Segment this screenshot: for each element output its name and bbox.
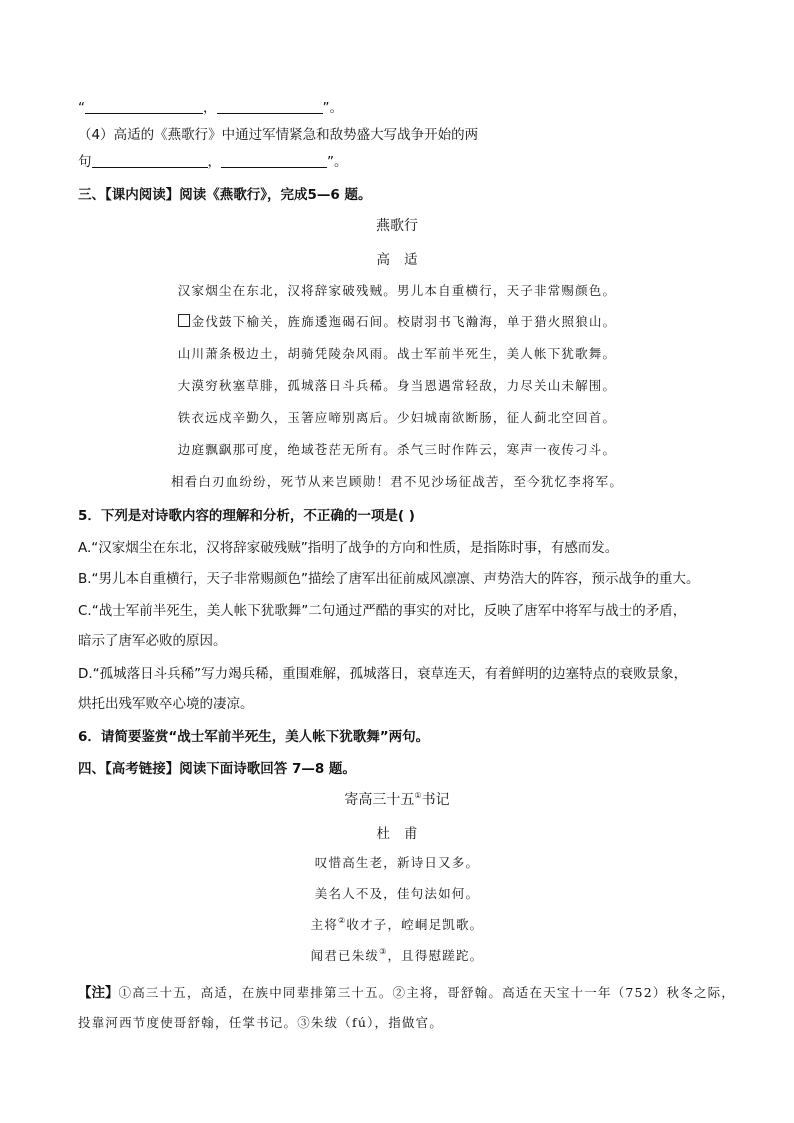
option-d-line1: D.“孤城落日斗兵稀”写力竭兵稀，重围难解，孤城落日，衰草连天，有着鲜明的边塞特点的衰败景象， — [78, 666, 688, 682]
answer-blank[interactable] — [85, 101, 203, 114]
poem-author: 高适 — [376, 252, 432, 268]
comma: ， — [203, 100, 217, 116]
question-5-stem: 5．下列是对诗歌内容的理解和分析，不正确的一项是( ) — [78, 508, 415, 524]
question-4: （4）高适的《燕歌行》中通过军情紧急和敌势盛大写战争开始的两 — [78, 127, 479, 143]
missing-character-box — [178, 314, 190, 327]
poem-line: 主将②收才子，崆峒足凯歌。 — [310, 916, 484, 932]
option-a: A.“汉家烟尘在东北，汉将辞家破残贼”指明了战争的方向和性质，是指陈时事，有感而发。 — [78, 540, 619, 556]
option-b: B.“男儿本自重横行，天子非常赐颜色”描绘了唐军出征前威风凛凛、声势浩大的阵容，预示战争的重大。 — [78, 571, 700, 587]
answer-blank[interactable] — [217, 101, 323, 114]
sentence-label: 句 — [78, 154, 92, 170]
answer-blank[interactable] — [221, 155, 327, 168]
option-d-line2: 烘托出残军败卒心境的凄凉。 — [78, 696, 254, 712]
poem-author: 杜甫 — [376, 826, 432, 842]
comma: ， — [207, 154, 221, 170]
poem-line: 闻君已朱绂③，且得慰蹉跎。 — [310, 947, 484, 963]
poem-title: 燕歌行 — [376, 218, 418, 234]
close-quote: ”。 — [327, 154, 348, 170]
fill-in-line-b — [78, 150, 348, 170]
section-3-heading: 三、【课内阅读】阅读《燕歌行》，完成5—6 题。 — [78, 187, 372, 203]
note-label: 【注】 — [78, 985, 119, 1001]
section-4-heading: 四、【高考链接】阅读下面诗歌回答 7—8 题。 — [78, 761, 356, 777]
poem-title: 寄高三十五①书记 — [344, 791, 450, 808]
poem-line: 金伐鼓下榆关，旌旆逶迤碣石间。校尉羽书飞瀚海，单于猎火照狼山。 — [0, 312, 794, 330]
fill-in-line-a — [78, 96, 343, 116]
poem-line: 边庭飘飖那可度，绝域苍茫无所有。杀气三时作阵云，寒声一夜传刁斗。 — [177, 442, 617, 457]
poem-line: 大漠穷秋塞草腓，孤城落日斗兵稀。身当恩遇常轻敌，力尽关山未解围。 — [177, 378, 617, 393]
poem-line: 汉家烟尘在东北，汉将辞家破残贼。男儿本自重横行，天子非常赐颜色。 — [177, 283, 617, 298]
annotation-note-cont: 投靠河西节度使哥舒翰，任掌书记。③朱绂（fú），指做官。 — [78, 1015, 444, 1030]
poem-line: 美名人不及，佳句法如何。 — [314, 886, 480, 901]
open-quote: “ — [78, 100, 85, 116]
note-text: ①高三十五，高适，在族中同辈排第三十五。②主将，哥舒翰。高适在天宝十一年（752）秋冬之际， — [118, 985, 736, 1000]
poem-line: 铁衣远戍辛勤久，玉箸应啼别离后。少妇城南欲断肠，征人蓟北空回首。 — [177, 410, 617, 425]
poem-line: 叹惜高生老，新诗日又多。 — [314, 855, 480, 870]
poem-line: 山川萧条极边土，胡骑凭陵杂风雨。战士军前半死生，美人帐下犹歌舞。 — [177, 346, 617, 361]
annotation-note — [78, 981, 735, 1001]
answer-blank[interactable] — [92, 155, 208, 168]
poem-line: 相看白刃血纷纷，死节从来岂顾勋！君不见沙场征战苦，至今犹忆李将军。 — [170, 474, 624, 489]
close-quote: ”。 — [322, 100, 343, 116]
option-c-line1: C.“战士军前半死生，美人帐下犹歌舞”二句通过严酷的事实的对比，反映了唐军中将军与战士的矛盾， — [78, 603, 687, 619]
option-c-line2: 暗示了唐军必败的原因。 — [78, 633, 227, 649]
question-6-stem: 6．请简要鉴赏“战士军前半死生，美人帐下犹歌舞”两句。 — [78, 729, 430, 745]
